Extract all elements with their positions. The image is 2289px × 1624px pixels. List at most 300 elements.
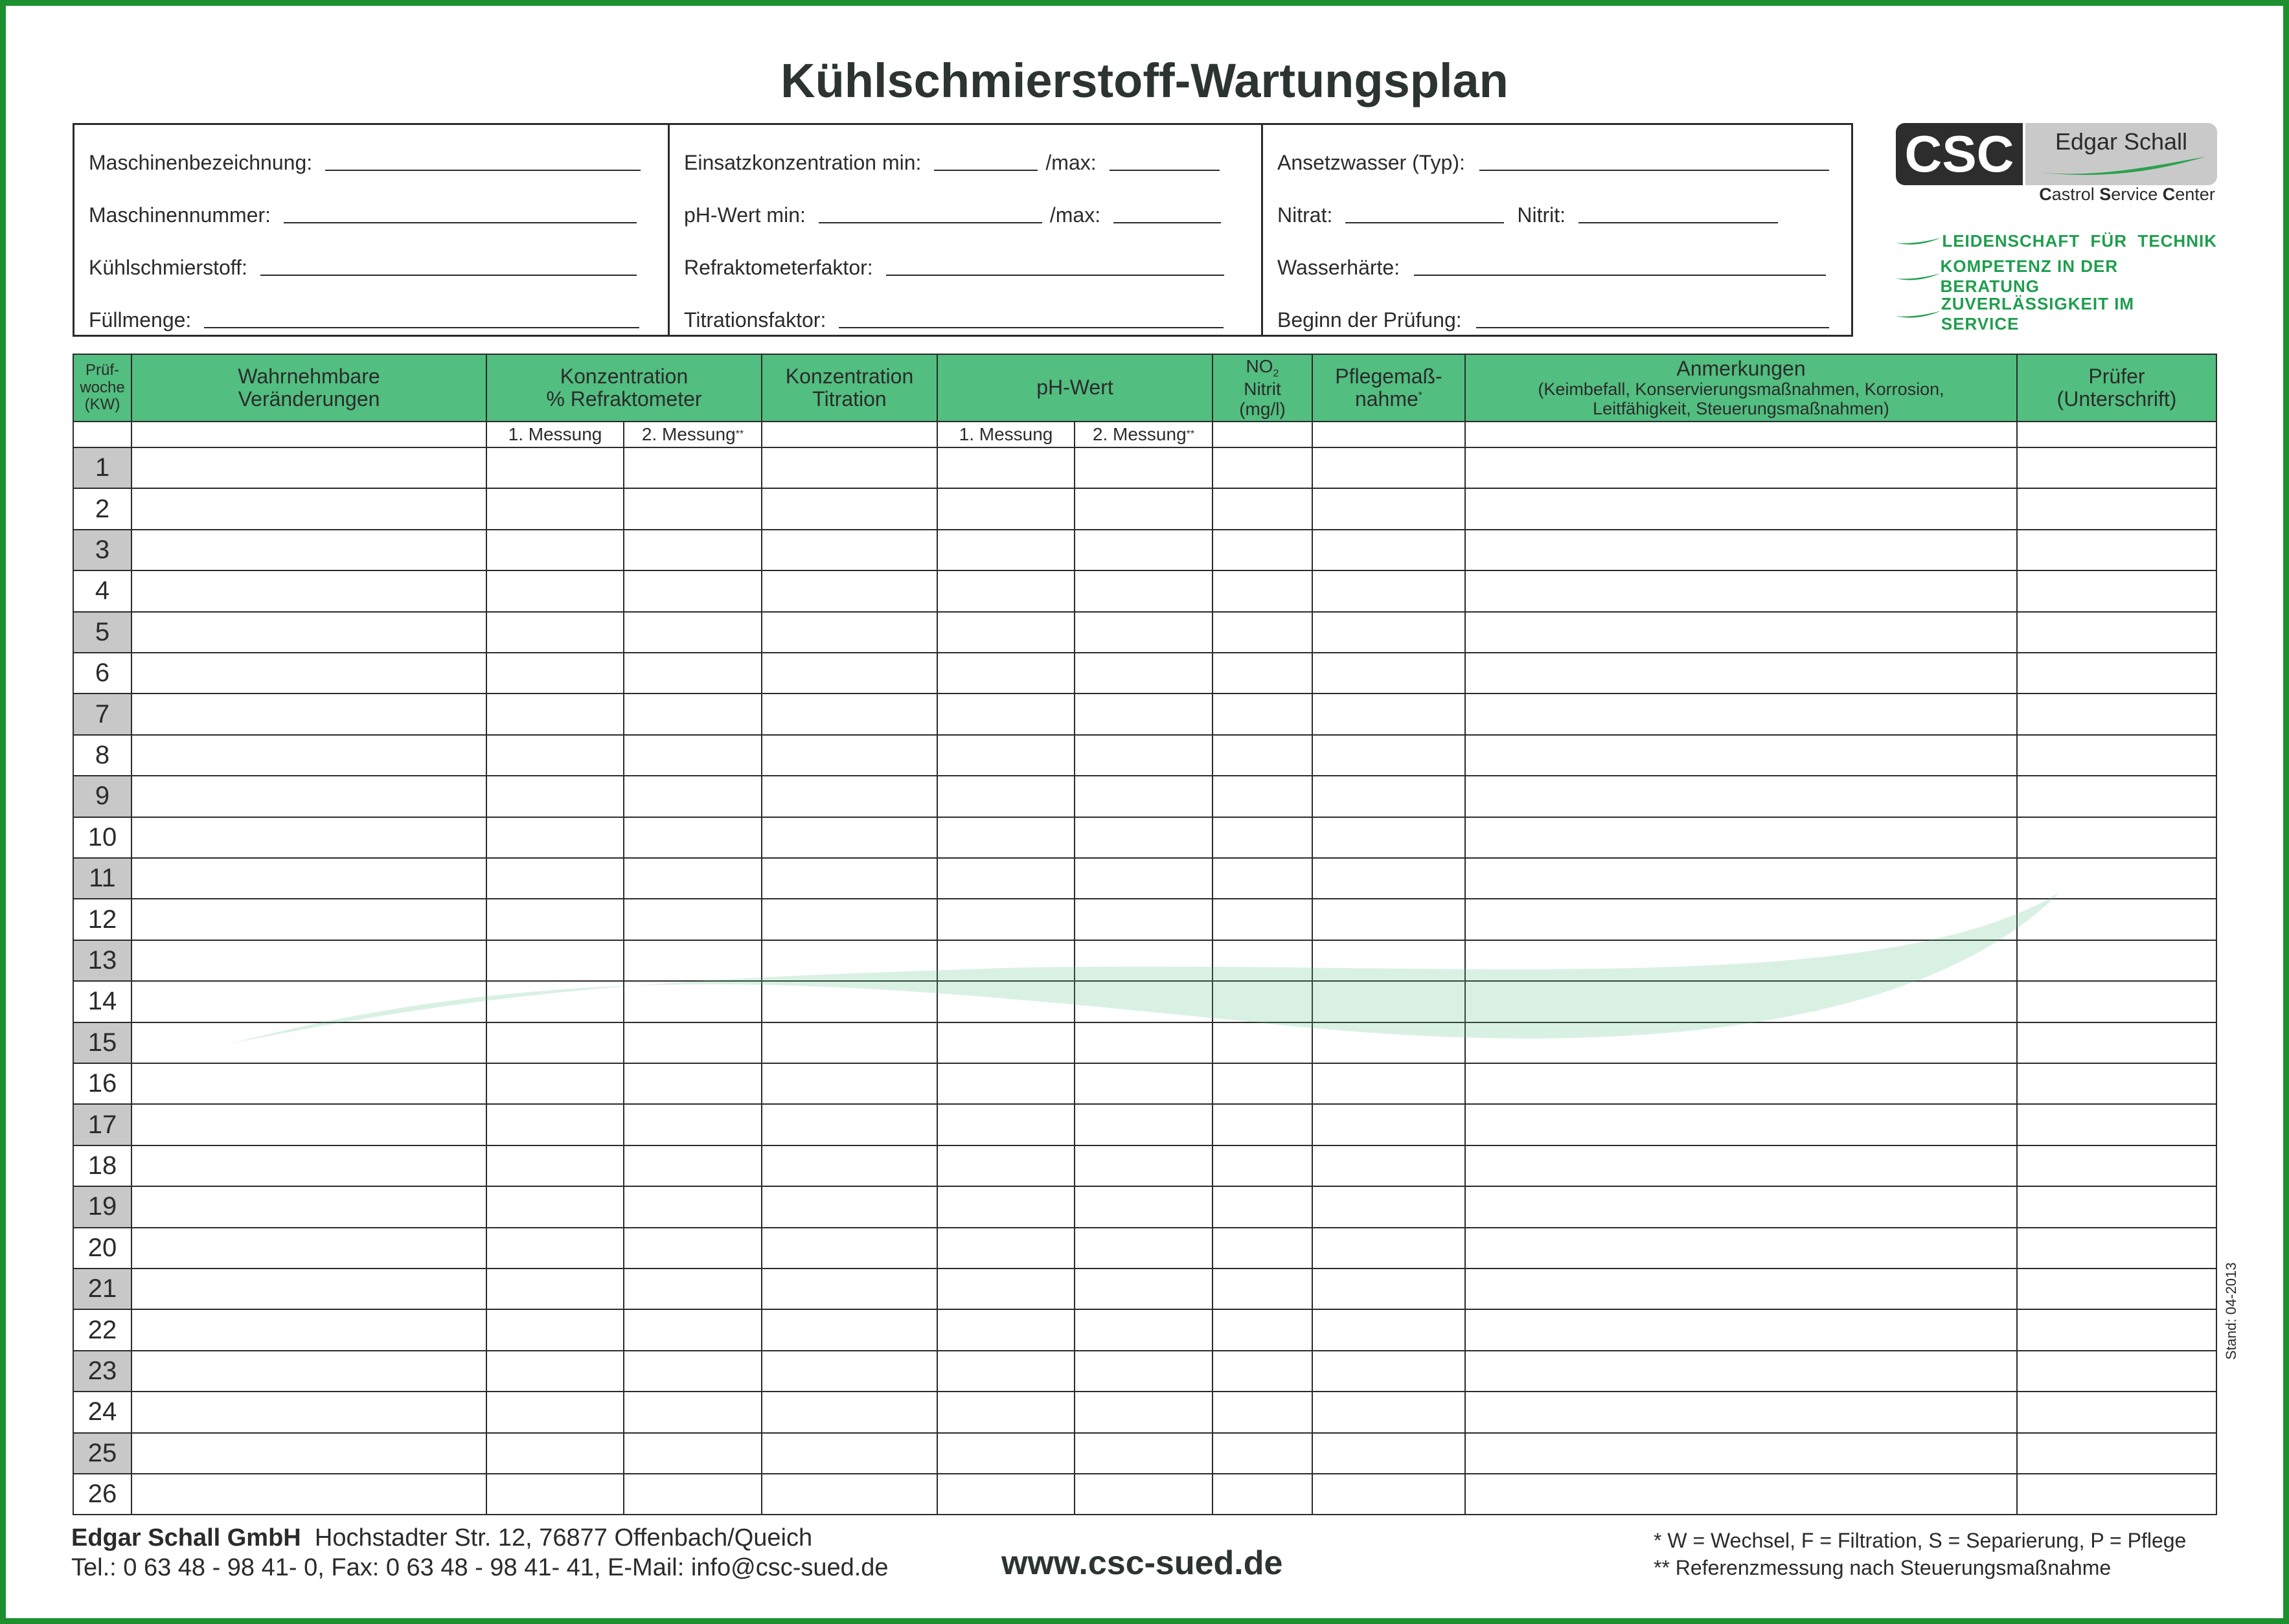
- table-input-cell[interactable]: [623, 940, 762, 982]
- table-input-cell[interactable]: [2016, 1186, 2217, 1228]
- table-input-cell[interactable]: [2016, 570, 2217, 612]
- table-input-cell[interactable]: [623, 570, 762, 612]
- table-input-cell[interactable]: [761, 1350, 938, 1392]
- table-input-cell[interactable]: [1074, 652, 1213, 694]
- week-number-cell: 21: [73, 1268, 132, 1310]
- website-link[interactable]: www.csc-sued.de: [1001, 1544, 1283, 1582]
- table-input-cell[interactable]: [1074, 693, 1213, 735]
- table-input-cell[interactable]: [2016, 447, 2217, 489]
- table-input-cell[interactable]: [937, 611, 1075, 653]
- table-input-cell[interactable]: [623, 652, 762, 694]
- field-titrationsfaktor[interactable]: [684, 293, 1247, 332]
- table-input-cell[interactable]: [131, 1432, 487, 1474]
- table-input-cell[interactable]: [486, 570, 624, 612]
- field-line[interactable]: [325, 169, 641, 171]
- field-beginn-pruefung[interactable]: [1277, 293, 1841, 332]
- table-input-cell[interactable]: [486, 1063, 624, 1105]
- table-input-cell[interactable]: [623, 1103, 762, 1145]
- table-input-cell[interactable]: [761, 1022, 938, 1064]
- table-input-cell[interactable]: [1074, 611, 1213, 653]
- table-input-cell[interactable]: [937, 857, 1075, 899]
- table-input-cell[interactable]: [1312, 611, 1466, 653]
- table-input-cell[interactable]: [2016, 1432, 2217, 1474]
- table-input-cell[interactable]: [486, 693, 624, 735]
- table-input-cell[interactable]: [761, 1103, 938, 1145]
- field-label: Titrationsfaktor:: [684, 308, 826, 332]
- table-input-cell[interactable]: [486, 1432, 624, 1474]
- field-line[interactable]: [886, 274, 1224, 276]
- table-input-cell[interactable]: [761, 980, 938, 1022]
- field-refraktometerfaktor[interactable]: [684, 241, 1247, 280]
- table-input-cell[interactable]: [623, 488, 762, 530]
- table-input-cell[interactable]: [1074, 940, 1213, 982]
- field-kuehlschmierstoff[interactable]: [89, 241, 654, 280]
- table-input-cell[interactable]: [1464, 1432, 2018, 1474]
- table-input-cell[interactable]: [1312, 1186, 1466, 1228]
- table-input-cell[interactable]: [1464, 1227, 2018, 1269]
- table-input-cell[interactable]: [1074, 1227, 1213, 1269]
- table-input-cell[interactable]: [131, 940, 487, 982]
- table-input-cell[interactable]: [623, 447, 762, 489]
- table-input-cell[interactable]: [1312, 570, 1466, 612]
- table-input-cell[interactable]: [937, 652, 1075, 694]
- table-input-cell[interactable]: [761, 1186, 938, 1228]
- table-input-cell[interactable]: [1212, 1227, 1313, 1269]
- field-line[interactable]: [284, 221, 637, 223]
- field-line-min[interactable]: [934, 169, 1038, 171]
- table-input-cell[interactable]: [1312, 1227, 1466, 1269]
- table-input-cell[interactable]: [1074, 1350, 1213, 1392]
- table-input-cell[interactable]: [1464, 1391, 2018, 1433]
- table-input-cell[interactable]: [131, 447, 487, 489]
- table-input-cell[interactable]: [937, 775, 1075, 817]
- table-input-cell[interactable]: [1074, 1391, 1213, 1433]
- table-input-cell[interactable]: [1212, 529, 1313, 571]
- table-input-cell[interactable]: [761, 1391, 938, 1433]
- table-input-cell[interactable]: [937, 570, 1075, 612]
- table-input-cell[interactable]: [131, 611, 487, 653]
- table-input-cell[interactable]: [761, 1309, 938, 1351]
- table-input-cell[interactable]: [1074, 447, 1213, 489]
- table-input-cell[interactable]: [623, 734, 762, 776]
- table-input-cell[interactable]: [1464, 570, 2018, 612]
- field-line-max[interactable]: [1110, 169, 1220, 171]
- table-input-cell[interactable]: [131, 1473, 487, 1515]
- table-input-cell[interactable]: [937, 1145, 1075, 1187]
- table-input-cell[interactable]: [623, 1268, 762, 1310]
- table-input-cell[interactable]: [623, 1473, 762, 1515]
- table-input-cell[interactable]: [1074, 1103, 1213, 1145]
- footnotes: [1654, 1527, 2186, 1581]
- table-input-cell[interactable]: [2016, 1145, 2217, 1187]
- table-input-cell[interactable]: [486, 447, 624, 489]
- table-input-cell[interactable]: [623, 1227, 762, 1269]
- table-input-cell[interactable]: [131, 1309, 487, 1351]
- table-input-cell[interactable]: [937, 1432, 1075, 1474]
- table-input-cell[interactable]: [486, 1309, 624, 1351]
- table-input-cell[interactable]: [623, 1145, 762, 1187]
- table-input-cell[interactable]: [131, 775, 487, 817]
- table-input-cell[interactable]: [937, 447, 1075, 489]
- table-input-cell[interactable]: [761, 1145, 938, 1187]
- table-input-cell[interactable]: [1312, 1145, 1466, 1187]
- table-input-cell[interactable]: [2016, 1391, 2217, 1433]
- table-input-cell[interactable]: [937, 1391, 1075, 1433]
- table-input-cell[interactable]: [1074, 1268, 1213, 1310]
- table-input-cell[interactable]: [2016, 734, 2217, 776]
- table-input-cell[interactable]: [937, 529, 1075, 571]
- table-input-cell[interactable]: [623, 898, 762, 940]
- field-fuellmenge[interactable]: [89, 293, 654, 332]
- table-input-cell[interactable]: [1312, 1022, 1466, 1064]
- table-input-cell[interactable]: [1464, 652, 2018, 694]
- table-input-cell[interactable]: [1074, 1022, 1213, 1064]
- table-input-cell[interactable]: [937, 1309, 1075, 1351]
- table-input-cell[interactable]: [761, 1473, 938, 1515]
- table-input-cell[interactable]: [1464, 1103, 2018, 1145]
- table-input-cell[interactable]: [486, 1145, 624, 1187]
- table-input-cell[interactable]: [1312, 857, 1466, 899]
- table-input-cell[interactable]: [1312, 1103, 1466, 1145]
- table-input-cell[interactable]: [1312, 1309, 1466, 1351]
- table-input-cell[interactable]: [1312, 775, 1466, 817]
- field-line[interactable]: [1476, 326, 1829, 328]
- table-input-cell[interactable]: [486, 611, 624, 653]
- table-input-cell[interactable]: [761, 529, 938, 571]
- table-input-cell[interactable]: [1464, 1063, 2018, 1105]
- table-input-cell[interactable]: [1074, 529, 1213, 571]
- field-label: Kühlschmierstoff:: [89, 256, 247, 279]
- table-input-cell[interactable]: [1212, 940, 1313, 982]
- table-input-cell[interactable]: [1312, 898, 1466, 940]
- table-input-cell[interactable]: [1212, 570, 1313, 612]
- field-ph-wert[interactable]: [684, 188, 1247, 227]
- table-input-cell[interactable]: [1212, 1145, 1313, 1187]
- table-input-cell[interactable]: [131, 1268, 487, 1310]
- table-input-cell[interactable]: [486, 1268, 624, 1310]
- table-input-cell[interactable]: [761, 488, 938, 530]
- table-input-cell[interactable]: [1464, 611, 2018, 653]
- table-input-cell[interactable]: [131, 817, 487, 859]
- table-input-cell[interactable]: [1212, 488, 1313, 530]
- table-input-cell[interactable]: [1464, 1268, 2018, 1310]
- table-input-cell[interactable]: [1212, 1103, 1313, 1145]
- table-input-cell[interactable]: [1212, 1391, 1313, 1433]
- field-line[interactable]: [839, 326, 1224, 328]
- table-input-cell[interactable]: [2016, 1063, 2217, 1105]
- table-input-cell[interactable]: [1464, 1186, 2018, 1228]
- table-input-cell[interactable]: [1074, 1145, 1213, 1187]
- field-line-nitrit[interactable]: [1578, 221, 1778, 223]
- week-number-cell: 7: [73, 693, 132, 735]
- table-input-cell[interactable]: [623, 1391, 762, 1433]
- table-input-cell[interactable]: [623, 817, 762, 859]
- field-ansetzwasser[interactable]: [1277, 136, 1841, 175]
- week-number-cell: 23: [73, 1350, 132, 1392]
- table-input-cell[interactable]: [1464, 898, 2018, 940]
- table-input-cell[interactable]: [1074, 1432, 1213, 1474]
- table-input-cell[interactable]: [1074, 775, 1213, 817]
- field-label: Refraktometerfaktor:: [684, 256, 873, 279]
- table-input-cell[interactable]: [761, 775, 938, 817]
- table-input-cell[interactable]: [1212, 1063, 1313, 1105]
- table-input-cell[interactable]: [761, 857, 938, 899]
- table-input-cell[interactable]: [1212, 652, 1313, 694]
- table-input-cell[interactable]: [937, 898, 1075, 940]
- table-input-cell[interactable]: [623, 980, 762, 1022]
- table-input-cell[interactable]: [1212, 1268, 1313, 1310]
- table-input-cell[interactable]: [937, 1227, 1075, 1269]
- table-input-cell[interactable]: [2016, 693, 2217, 735]
- table-input-cell[interactable]: [937, 488, 1075, 530]
- table-input-cell[interactable]: [761, 1268, 938, 1310]
- table-input-cell[interactable]: [1464, 529, 2018, 571]
- table-input-cell[interactable]: [131, 1022, 487, 1064]
- table-input-cell[interactable]: [2016, 775, 2217, 817]
- table-input-cell[interactable]: [131, 1227, 487, 1269]
- table-input-cell[interactable]: [2016, 1350, 2217, 1392]
- table-input-cell[interactable]: [1312, 1063, 1466, 1105]
- table-input-cell[interactable]: [1212, 857, 1313, 899]
- table-input-cell[interactable]: [1312, 488, 1466, 530]
- logo-swoosh-icon: [2038, 155, 2207, 177]
- table-input-cell[interactable]: [623, 1063, 762, 1105]
- table-input-cell[interactable]: [1074, 488, 1213, 530]
- table-input-cell[interactable]: [623, 611, 762, 653]
- table-input-cell[interactable]: [486, 817, 624, 859]
- table-input-cell[interactable]: [2016, 529, 2217, 571]
- table-input-cell[interactable]: [2016, 1103, 2217, 1145]
- table-input-cell[interactable]: [486, 488, 624, 530]
- table-input-cell[interactable]: [2016, 1022, 2217, 1064]
- table-input-cell[interactable]: [131, 652, 487, 694]
- table-input-cell[interactable]: [937, 1063, 1075, 1105]
- table-input-cell[interactable]: [761, 734, 938, 776]
- table-input-cell[interactable]: [623, 1309, 762, 1351]
- table-input-cell[interactable]: [1464, 857, 2018, 899]
- table-input-cell[interactable]: [761, 447, 938, 489]
- table-input-cell[interactable]: [1312, 447, 1466, 489]
- table-input-cell[interactable]: [1464, 1350, 2018, 1392]
- table-input-cell[interactable]: [486, 734, 624, 776]
- table-input-cell[interactable]: [1312, 1391, 1466, 1433]
- field-maschinenbezeichnung[interactable]: [89, 136, 654, 175]
- table-input-cell[interactable]: [1212, 447, 1313, 489]
- table-input-cell[interactable]: [937, 693, 1075, 735]
- table-input-cell[interactable]: [1074, 570, 1213, 612]
- table-input-cell[interactable]: [131, 1145, 487, 1187]
- table-input-cell[interactable]: [1212, 1186, 1313, 1228]
- table-input-cell[interactable]: [131, 898, 487, 940]
- table-input-cell[interactable]: [1074, 898, 1213, 940]
- table-input-cell[interactable]: [1312, 817, 1466, 859]
- table-input-cell[interactable]: [486, 857, 624, 899]
- table-input-cell[interactable]: [937, 1186, 1075, 1228]
- table-input-cell[interactable]: [761, 570, 938, 612]
- table-input-cell[interactable]: [1312, 693, 1466, 735]
- table-input-cell[interactable]: [486, 1473, 624, 1515]
- header-konzentration-titration: Konzentration Titration: [761, 354, 938, 422]
- field-line[interactable]: [260, 274, 637, 276]
- table-input-cell[interactable]: [1074, 1186, 1213, 1228]
- table-input-cell[interactable]: [1464, 817, 2018, 859]
- table-input-cell[interactable]: [1312, 1432, 1466, 1474]
- table-input-cell[interactable]: [761, 693, 938, 735]
- table-input-cell[interactable]: [623, 1432, 762, 1474]
- table-input-cell[interactable]: [486, 1350, 624, 1392]
- table-input-cell[interactable]: [937, 1022, 1075, 1064]
- table-input-cell[interactable]: [761, 652, 938, 694]
- table-input-cell[interactable]: [2016, 980, 2217, 1022]
- table-input-cell[interactable]: [1074, 817, 1213, 859]
- table-input-cell[interactable]: [131, 529, 487, 571]
- table-input-cell[interactable]: [131, 1063, 487, 1105]
- table-input-cell[interactable]: [486, 1227, 624, 1269]
- table-input-cell[interactable]: [131, 734, 487, 776]
- table-input-cell[interactable]: [1464, 1473, 2018, 1515]
- table-input-cell[interactable]: [623, 1022, 762, 1064]
- table-input-cell[interactable]: [486, 1022, 624, 1064]
- table-input-cell[interactable]: [1464, 940, 2018, 982]
- table-input-cell[interactable]: [131, 1186, 487, 1228]
- table-input-cell[interactable]: [1464, 1309, 2018, 1351]
- table-input-cell[interactable]: [1312, 1473, 1466, 1515]
- table-input-cell[interactable]: [761, 1227, 938, 1269]
- table-input-cell[interactable]: [937, 940, 1075, 982]
- table-input-cell[interactable]: [1212, 898, 1313, 940]
- table-input-cell[interactable]: [131, 1350, 487, 1392]
- table-input-cell[interactable]: [486, 652, 624, 694]
- table-input-cell[interactable]: [1074, 1473, 1213, 1515]
- table-input-cell[interactable]: [2016, 1227, 2217, 1269]
- table-input-cell[interactable]: [623, 529, 762, 571]
- table-input-cell[interactable]: [1212, 1309, 1313, 1351]
- table-input-cell[interactable]: [1312, 1350, 1466, 1392]
- table-input-cell[interactable]: [131, 570, 487, 612]
- field-maschinennummer[interactable]: [89, 188, 654, 227]
- table-input-cell[interactable]: [1212, 611, 1313, 653]
- table-input-cell[interactable]: [486, 1186, 624, 1228]
- table-input-cell[interactable]: [2016, 652, 2217, 694]
- table-input-cell[interactable]: [1312, 529, 1466, 571]
- table-input-cell[interactable]: [131, 488, 487, 530]
- table-input-cell[interactable]: [1312, 734, 1466, 776]
- table-input-cell[interactable]: [761, 1432, 938, 1474]
- table-input-cell[interactable]: [1464, 693, 2018, 735]
- table-input-cell[interactable]: [1212, 734, 1313, 776]
- table-input-cell[interactable]: [761, 940, 938, 982]
- table-input-cell[interactable]: [131, 693, 487, 735]
- field-einsatzkonzentration[interactable]: [684, 136, 1247, 175]
- table-input-cell[interactable]: [937, 734, 1075, 776]
- table-input-cell[interactable]: [1212, 775, 1313, 817]
- table-input-cell[interactable]: [1312, 1268, 1466, 1310]
- table-input-cell[interactable]: [2016, 1473, 2217, 1515]
- field-line[interactable]: [1414, 274, 1826, 276]
- table-input-cell[interactable]: [623, 1350, 762, 1392]
- table-input-cell[interactable]: [623, 775, 762, 817]
- table-input-cell[interactable]: [623, 857, 762, 899]
- table-input-cell[interactable]: [131, 1391, 487, 1433]
- field-line-min[interactable]: [819, 221, 1042, 223]
- table-input-cell[interactable]: [1212, 980, 1313, 1022]
- table-input-cell[interactable]: [623, 693, 762, 735]
- table-input-cell[interactable]: [2016, 488, 2217, 530]
- table-input-cell[interactable]: [761, 1063, 938, 1105]
- table-input-cell[interactable]: [2016, 940, 2217, 982]
- table-input-cell[interactable]: [486, 940, 624, 982]
- table-input-cell[interactable]: [1464, 1145, 2018, 1187]
- table-input-cell[interactable]: [761, 817, 938, 859]
- table-input-cell[interactable]: [486, 980, 624, 1022]
- table-input-cell[interactable]: [486, 1103, 624, 1145]
- table-input-cell[interactable]: [1074, 980, 1213, 1022]
- footnote-2: ** Referenzmessung nach Steuerungsmaßnahme: [1654, 1556, 2112, 1579]
- table-input-cell[interactable]: [1312, 940, 1466, 982]
- table-input-cell[interactable]: [1312, 652, 1466, 694]
- table-input-cell[interactable]: [1212, 1350, 1313, 1392]
- table-input-cell[interactable]: [1464, 447, 2018, 489]
- table-input-cell[interactable]: [1212, 1432, 1313, 1474]
- field-line[interactable]: [204, 326, 639, 328]
- field-line[interactable]: [1479, 169, 1829, 171]
- table-input-cell[interactable]: [937, 980, 1075, 1022]
- table-input-cell[interactable]: [761, 611, 938, 653]
- table-input-cell[interactable]: [486, 1391, 624, 1433]
- table-input-cell[interactable]: [1312, 980, 1466, 1022]
- table-input-cell[interactable]: [1074, 1063, 1213, 1105]
- table-input-cell[interactable]: [623, 1186, 762, 1228]
- table-input-cell[interactable]: [2016, 1309, 2217, 1351]
- subheader-blank: [2016, 421, 2217, 448]
- week-number-cell: 25: [73, 1432, 132, 1474]
- table-input-cell[interactable]: [1212, 817, 1313, 859]
- table-input-cell[interactable]: [937, 1103, 1075, 1145]
- field-nitrat-nitrit[interactable]: [1277, 188, 1841, 227]
- table-input-cell[interactable]: [1464, 980, 2018, 1022]
- table-input-cell[interactable]: [1464, 775, 2018, 817]
- table-input-cell[interactable]: [1212, 1473, 1313, 1515]
- table-input-cell[interactable]: [1464, 1022, 2018, 1064]
- table-input-cell[interactable]: [1212, 693, 1313, 735]
- table-input-cell[interactable]: [1464, 734, 2018, 776]
- table-input-cell[interactable]: [1464, 488, 2018, 530]
- table-input-cell[interactable]: [937, 1268, 1075, 1310]
- table-input-cell[interactable]: [486, 775, 624, 817]
- table-input-cell[interactable]: [2016, 611, 2217, 653]
- field-wasserhaerte[interactable]: [1277, 241, 1841, 280]
- table-input-cell[interactable]: [131, 980, 487, 1022]
- table-input-cell[interactable]: [1074, 734, 1213, 776]
- table-input-cell[interactable]: [1212, 1022, 1313, 1064]
- field-line-max[interactable]: [1113, 221, 1221, 223]
- table-input-cell[interactable]: [1074, 857, 1213, 899]
- field-line-nitrat[interactable]: [1345, 221, 1504, 223]
- table-input-cell[interactable]: [2016, 857, 2217, 899]
- table-input-cell[interactable]: [131, 1103, 487, 1145]
- table-input-cell[interactable]: [937, 817, 1075, 859]
- table-input-cell[interactable]: [131, 857, 487, 899]
- table-input-cell[interactable]: [2016, 817, 2217, 859]
- table-input-cell[interactable]: [486, 529, 624, 571]
- table-input-cell[interactable]: [937, 1473, 1075, 1515]
- table-input-cell[interactable]: [2016, 898, 2217, 940]
- table-input-cell[interactable]: [486, 898, 624, 940]
- table-input-cell[interactable]: [2016, 1268, 2217, 1310]
- table-input-cell[interactable]: [1074, 1309, 1213, 1351]
- table-input-cell[interactable]: [761, 898, 938, 940]
- table-input-cell[interactable]: [937, 1350, 1075, 1392]
